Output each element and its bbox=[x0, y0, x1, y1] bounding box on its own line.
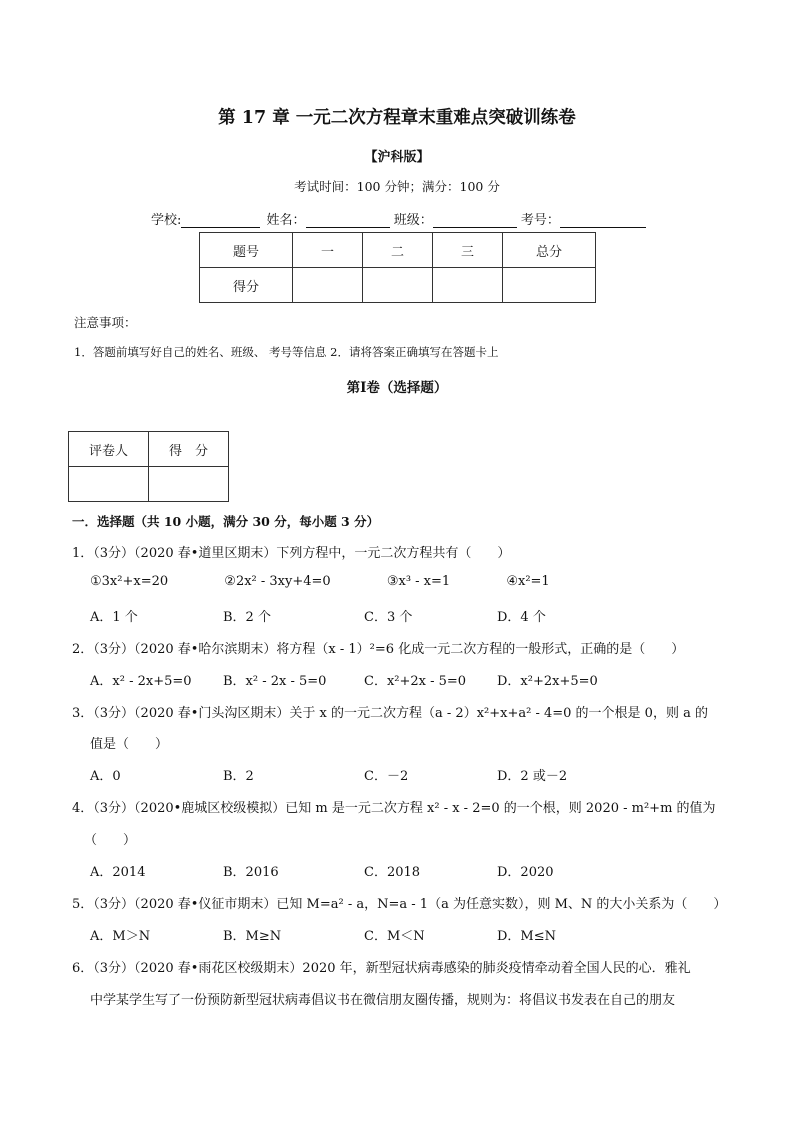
question-5-stem: 5．（3分）（2020 春•仪征市期末）已知 M=a² - a，N=a - 1（a 为任意实数），则 M、N 的大小关系为（ ） bbox=[72, 897, 727, 912]
notes-title: 注意事项： bbox=[74, 315, 137, 330]
option-a: A．x² - 2x+5=0 bbox=[90, 674, 192, 689]
option-d: D．4 个 bbox=[497, 610, 546, 625]
question-2-stem: 2．（3分）（2020 春•哈尔滨期末）将方程（x - 1）²=6 化成一元二次方程的一般形式，正确的是（ ） bbox=[72, 642, 685, 657]
equation: 3x²+x=20 bbox=[101, 574, 169, 589]
score-table-header-row bbox=[200, 233, 596, 268]
option-d: D．x²+2x+5=0 bbox=[497, 674, 598, 689]
item-marker: ① bbox=[90, 574, 102, 589]
number-blank bbox=[560, 212, 646, 228]
grader-header-row bbox=[69, 432, 229, 467]
document-title: 第 17 章 一元二次方程章末重难点突破训练卷 bbox=[218, 108, 576, 128]
score-header-cell: 二 bbox=[363, 233, 433, 268]
score-row-label: 得分 bbox=[200, 268, 293, 303]
edition-label: 【沪科版】 bbox=[364, 150, 430, 165]
grader-value-row bbox=[69, 467, 229, 502]
option-c: C．2018 bbox=[364, 865, 421, 880]
grader-header-cell: 得 分 bbox=[149, 432, 229, 467]
option-d: D．M≤N bbox=[497, 929, 557, 944]
question-1-stem: 1．（3分）（2020 春•道里区期末）下列方程中，一元二次方程共有（ ） bbox=[72, 546, 511, 561]
name-blank bbox=[306, 212, 390, 228]
question-4-stem: 4．（3分）（2020•鹿城区校级模拟）已知 m 是一元二次方程 x² - x - 2=0 的一个根，则 2020 - m²+m 的值为 bbox=[72, 801, 716, 816]
number-label: 考号： bbox=[520, 213, 560, 228]
equation: x³ - x=1 bbox=[398, 574, 451, 589]
score-cell bbox=[363, 268, 433, 303]
name-label: 姓名： bbox=[266, 213, 306, 228]
score-header-cell: 一 bbox=[293, 233, 363, 268]
option-b: B．2016 bbox=[223, 865, 279, 880]
question-4-stem-cont: （ ） bbox=[84, 833, 137, 848]
option-b: B．x² - 2x - 5=0 bbox=[223, 674, 327, 689]
score-header-cell: 总分 bbox=[503, 233, 596, 268]
volume-title: 第Ⅰ卷（选择题） bbox=[346, 380, 448, 396]
option-a: A．2014 bbox=[90, 865, 146, 880]
question-3-stem: 3．（3分）（2020 春•门头沟区期末）关于 x 的一元二次方程（a - 2）x²+x+a² - 4=0 的一个根是 0，则 a 的 bbox=[72, 706, 708, 721]
student-info-line bbox=[151, 209, 646, 228]
grader-cell bbox=[69, 467, 149, 502]
option-b: B．2 个 bbox=[223, 610, 271, 625]
grader-cell bbox=[149, 467, 229, 502]
option-a: A．1 个 bbox=[90, 610, 138, 625]
score-table bbox=[199, 232, 596, 303]
score-cell bbox=[433, 268, 503, 303]
equation: 2x² - 3xy+4=0 bbox=[235, 574, 331, 589]
score-header-cell: 题号 bbox=[200, 233, 293, 268]
grader-header-cell: 评卷人 bbox=[69, 432, 149, 467]
school-label: 学校: bbox=[151, 213, 182, 228]
option-c: C．x²+2x - 5=0 bbox=[364, 674, 467, 689]
item-marker: ④ bbox=[506, 574, 518, 589]
option-c: C．M＜N bbox=[364, 929, 425, 944]
question-6-stem-cont: 中学某学生写了一份预防新型冠状病毒倡议书在微信朋友圈传播，规则为：将倡议书发表在自己的朋友 bbox=[90, 993, 676, 1008]
school-blank bbox=[181, 212, 260, 228]
class-blank bbox=[433, 212, 517, 228]
section-title: 一．选择题（共 10 小题，满分 30 分，每小题 3 分） bbox=[72, 514, 380, 529]
question-6-stem: 6．（3分）（2020 春•雨花区校级期末）2020 年，新型冠状病毒感染的肺炎疫情牵动着全国人民的心．雅礼 bbox=[72, 961, 691, 976]
score-cell bbox=[293, 268, 363, 303]
exam-info: 考试时间：100 分钟；满分：100 分 bbox=[294, 179, 500, 194]
option-b: B．2 bbox=[223, 769, 254, 784]
option-d: D．2 或－2 bbox=[497, 769, 568, 784]
score-table-score-row bbox=[200, 268, 596, 303]
option-c: C．3 个 bbox=[364, 610, 413, 625]
option-a: A．M＞N bbox=[90, 929, 151, 944]
equation: x²=1 bbox=[517, 574, 550, 589]
notes-body: 1．答题前填写好自己的姓名、班级、 考号等信息 2．请将答案正确填写在答题卡上 bbox=[74, 345, 499, 359]
option-c: C．－2 bbox=[364, 769, 409, 784]
question-1-items bbox=[90, 574, 550, 589]
score-header-cell: 三 bbox=[433, 233, 503, 268]
option-a: A．0 bbox=[90, 769, 121, 784]
grader-table bbox=[68, 431, 229, 502]
score-cell bbox=[503, 268, 596, 303]
item-marker: ② bbox=[224, 574, 236, 589]
class-label: 班级： bbox=[393, 213, 433, 228]
option-b: B．M≥N bbox=[223, 929, 282, 944]
option-d: D．2020 bbox=[497, 865, 554, 880]
item-marker: ③ bbox=[386, 574, 399, 589]
question-3-stem-cont: 值是（ ） bbox=[90, 737, 169, 752]
